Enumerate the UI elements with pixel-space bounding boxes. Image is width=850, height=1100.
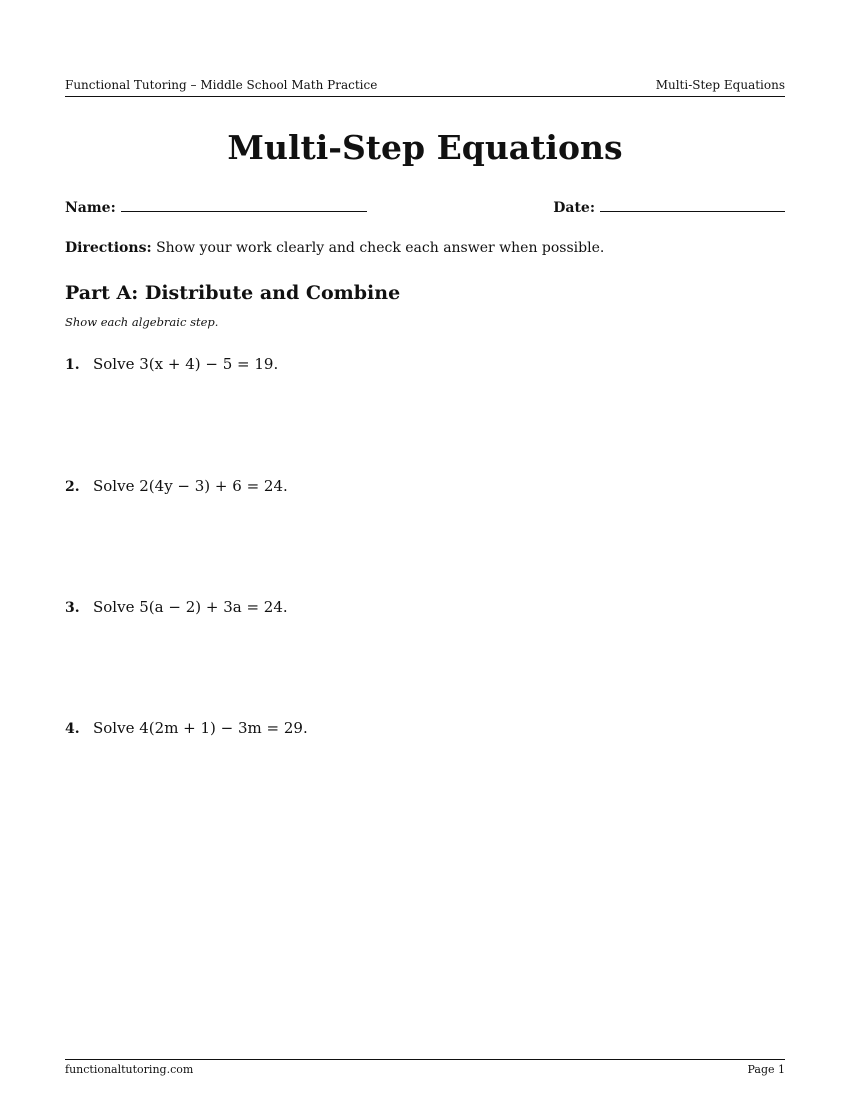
- problem-equation: 4(2m + 1) − 3m = 29.: [139, 719, 308, 737]
- section-note: Show each algebraic step.: [65, 315, 219, 329]
- problem-1: [65, 355, 278, 373]
- problem-2: [65, 477, 288, 495]
- name-field: [65, 197, 367, 216]
- problem-3: [65, 598, 288, 616]
- date-label: Date:: [553, 200, 595, 216]
- date-field: [553, 197, 785, 216]
- problem-prefix: Solve: [93, 477, 135, 495]
- footer-page-number: Page 1: [747, 1063, 785, 1076]
- problem-equation: 5(a − 2) + 3a = 24.: [139, 598, 288, 616]
- directions: [65, 240, 604, 256]
- name-label: Name:: [65, 200, 116, 216]
- problem-prefix: Solve: [93, 719, 135, 737]
- section-title: Part A: Distribute and Combine: [65, 282, 401, 304]
- problem-equation: 2(4y − 3) + 6 = 24.: [139, 477, 288, 495]
- header-course: Functional Tutoring – Middle School Math Practice: [65, 78, 378, 92]
- problem-equation: 3(x + 4) − 5 = 19.: [139, 355, 279, 373]
- directions-label: Directions:: [65, 240, 152, 256]
- problem-number: 4.: [65, 721, 80, 737]
- footer-site: functionaltutoring.com: [65, 1063, 194, 1076]
- name-blank-line[interactable]: [121, 197, 367, 212]
- date-blank-line[interactable]: [600, 197, 785, 212]
- problem-prefix: Solve: [93, 355, 135, 373]
- problem-prefix: Solve: [93, 598, 135, 616]
- page-title: Multi-Step Equations: [227, 128, 623, 167]
- problem-number: 1.: [65, 357, 80, 373]
- page-header: [65, 78, 785, 97]
- problem-number: 2.: [65, 479, 80, 495]
- page-footer: [65, 1059, 785, 1076]
- problem-number: 3.: [65, 600, 80, 616]
- directions-text: Show your work clearly and check each answer when possible.: [156, 240, 605, 256]
- problem-4: [65, 719, 308, 737]
- header-topic: Multi-Step Equations: [655, 78, 785, 92]
